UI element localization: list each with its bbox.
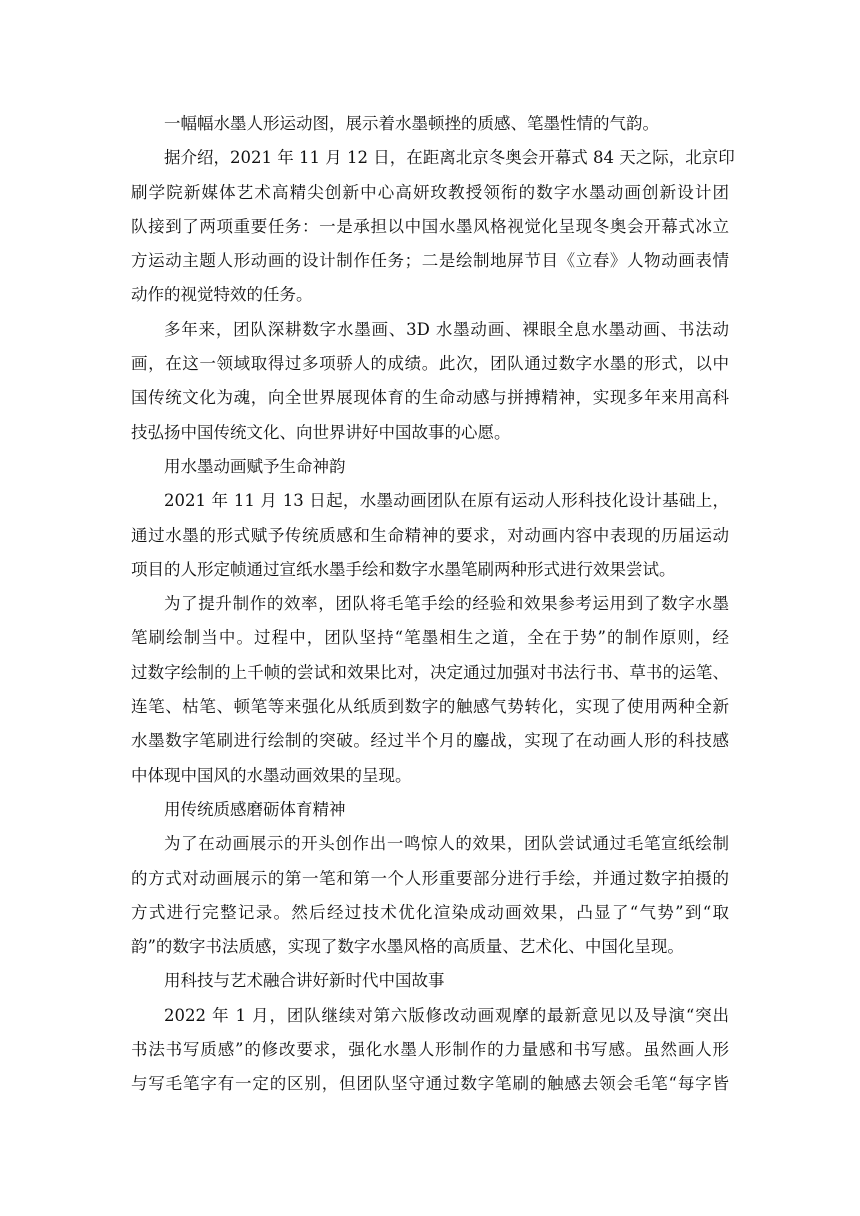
paragraph-line: 与写毛笔字有一定的区别，但团队坚守通过数字笔刷的触感去领会毛笔“每字皆 [131,1074,729,1094]
paragraph-line: 画，在这一领域取得过多项骄人的成绩。此次，团队通过数字水墨的形式，以中 [131,354,729,374]
heading-text: 用传统质感磨砺体育精神 [164,799,346,819]
paragraph-line: 过数字绘制的上千帧的尝试和效果比对，决定通过加强对书法行书、草书的运笔、 [131,662,729,682]
paragraph-line: 方运动主题人形动画的设计制作任务；二是绘制地屏节目《立春》人物动画表情 [131,251,729,271]
paragraph-line: 队接到了两项重要任务：一是承担以中国水墨风格视觉化呈现冬奥会开幕式冰立 [131,216,729,236]
body-paragraph [131,107,729,141]
body-paragraph [131,827,729,964]
paragraph-line: 连笔、枯笔、顿笔等来强化从纸质到数字的触感气势转化，实现了使用两种全新 [131,697,729,717]
section-heading [131,964,729,998]
paragraph-line: 为了提升制作的效率，团队将毛笔手绘的经验和效果参考运用到了数字水墨 [164,594,729,614]
paragraph-line: 书法书写质感”的修改要求，强化水墨人形制作的力量感和书写感。虽然画人形 [131,1040,729,1060]
paragraph-line: 国传统文化为魂，向全世界展现体育的生命动感与拼搏精神，实现多年来用高科 [131,388,729,408]
paragraph-line: 项目的人形定帧通过宣纸水墨手绘和数字水墨笔刷两种形式进行效果尝试。 [131,559,676,579]
heading-text: 用水墨动画赋予生命神韵 [164,456,346,476]
body-paragraph [131,587,729,793]
paragraph-line: 中体现中国风的水墨动画效果的呈现。 [131,765,412,785]
heading-text: 用科技与艺术融合讲好新时代中国故事 [164,971,445,991]
paragraph-line: 为了在动画展示的开头创作出一鸣惊人的效果，团队尝试通过毛笔宣纸绘制 [164,834,729,854]
paragraph-line: 多年来，团队深耕数字水墨画、3D 水墨动画、裸眼全息水墨动画、书法动 [164,319,729,339]
paragraph-line: 笔刷绘制当中。过程中，团队坚持“笔墨相生之道，全在于势”的制作原则，经 [131,628,729,648]
paragraph-line: 刷学院新媒体艺术高精尖创新中心高妍玫教授领衔的数字水墨动画创新设计团 [131,182,729,202]
paragraph-line: 的方式对动画展示的第一笔和第一个人形重要部分进行手绘，并通过数字拍摄的 [131,868,729,888]
paragraph-line: 据介绍，2021 年 11 月 12 日，在距离北京冬奥会开幕式 84 天之际，北京印 [164,148,735,168]
paragraph-line: 技弘扬中国传统文化、向世界讲好中国故事的心愿。 [131,422,511,442]
paragraph-line: 2021 年 11 月 13 日起，水墨动画团队在原有运动人形科技化设计基础上， [164,491,729,511]
paragraph-line: 动作的视觉特效的任务。 [131,285,313,305]
body-paragraph [131,141,735,312]
article-body [131,107,735,1102]
paragraph-line: 通过水墨的形式赋予传统质感和生命精神的要求，对动画内容中表现的历届运动 [131,525,729,545]
section-heading [131,793,729,827]
body-paragraph [131,313,729,450]
paragraph-line: 韵”的数字书法质感，实现了数字水墨风格的高质量、艺术化、中国化呈现。 [131,937,684,957]
paragraph-line: 方式进行完整记录。然后经过技术优化渲染成动画效果，凸显了“气势”到“取 [131,902,729,922]
paragraph-line: 2022 年 1 月，团队继续对第六版修改动画观摩的最新意见以及导演“突出 [164,1005,729,1025]
section-heading [131,450,729,484]
paragraph-line: 一幅幅水墨人形运动图，展示着水墨顿挫的质感、笔墨性情的气韵。 [164,114,659,133]
body-paragraph [131,484,729,587]
body-paragraph [131,999,729,1102]
paragraph-line: 水墨数字笔刷进行绘制的突破。经过半个月的鏖战，实现了在动画人形的科技感 [131,731,729,751]
